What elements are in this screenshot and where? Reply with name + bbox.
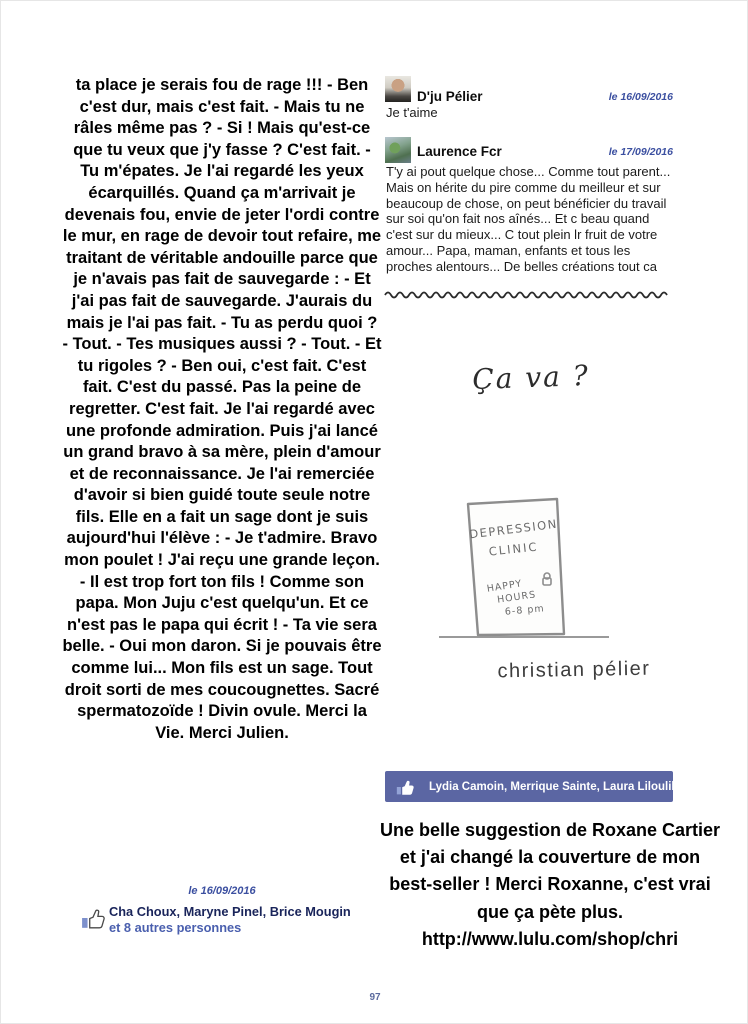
sign-text-hours-range: 6-8 pm bbox=[504, 603, 546, 618]
thumbs-up-icon bbox=[81, 906, 105, 930]
story-likes-text bbox=[109, 904, 357, 936]
comment-author: D'ju Pélier bbox=[417, 89, 483, 104]
story-text: ta place je serais fou de rage !!! - Ben c'est dur, mais c'est fait. - Mais tu ne râles même pas ? - Si ! Mais qu'est-ce que tu veux que j'y fasse ? C'est fait. - Tu m'épates. Je l'ai regardé les yeux écarquillés. Quand ça m'arrivait je devenais fou, envie de jeter l'ordi contre le mur, en rage de devoir tout refaire, me traitant de véritable andouille parce que je n'avais pas fait de sauvegarde : - Et j'ai pas fait de sauvegarde. J'aurais du mais je l'ai pas fait. - Tu as perdu quoi ? - Tout. - Tes musiques aussi ? - Tout. - Et tu rigoles ? - Ben oui, c'est fait. C'est fait. C'est du passé. Pas la peine de regretter. C'est fait. Je l'ai regardé avec une profonde admiration. Puis j'ai lancé un grand bravo à sa mère, plein d'amour et de reconnaissance. Je l'ai remerciée d'avoir si bien guidé toute seule notre fils. Elle en a fait un sage dont je suis aujourd'hui l'élève : - Je t'admire. Bravo mon poulet ! J'ai reçu une grande leçon. - Il est trop fort ton fils ! Comme son papa. Mon Juju c'est quelqu'un. Et ce n'est pas le papa qui écrit ! - Ta vie sera belle. - Oui mon daron. Si je pouvais être comme lui... Mon fils est un sage. Tout droit sorti de mes coucougnettes. Sacré spermatozoïde ! Divin ovule. Merci la Vie. Merci Julien. bbox=[62, 76, 382, 742]
avatar-laurence-fcr bbox=[385, 137, 411, 163]
depression-clinic-drawing bbox=[437, 493, 657, 651]
squiggle-divider bbox=[383, 289, 675, 301]
comment-author: Laurence Fcr bbox=[417, 144, 502, 159]
likes-bar bbox=[385, 771, 681, 802]
story-likes-more: et 8 autres personnes bbox=[109, 920, 242, 935]
sign-text-depression: DEPRESSION bbox=[468, 516, 559, 542]
handwritten-caption: Ça va ? bbox=[471, 358, 591, 397]
artist-signature: christian pélier bbox=[497, 657, 651, 683]
page-number: 97 bbox=[369, 992, 381, 1003]
comment-text: T'y ai pout quelque chose... Comme tout parent... Mais on hérite du pire comme du meilleur et sur beaucoup de chose, on peut bénéficier du travail sur soi qu'on fait nos aînés... Et c beau quand c'est sur du mieux... C tout plein lr fruit de votre amour... Papa, maman, enfants et tous les proches alentours... De belles créations tout ca bbox=[386, 164, 671, 274]
avatar-dju-pelier bbox=[385, 76, 411, 102]
comment-date: le 16/09/2016 bbox=[608, 91, 673, 103]
story-date: le 16/09/2016 bbox=[188, 885, 256, 897]
comment-text: Je t'aime bbox=[386, 105, 438, 120]
sign-text-hours: HOURS bbox=[496, 589, 537, 606]
sign-text-clinic: CLINIC bbox=[488, 539, 540, 559]
story-likes-names: Cha Choux, Maryne Pinel, Brice Mougin bbox=[109, 904, 351, 919]
suggestion-text: Une belle suggestion de Roxane Cartier et j'ai changé la couverture de mon best-seller ! Merci Roxanne, c'est vrai que ça pète plus. http://www.lulu.com/shop/chri bbox=[379, 820, 721, 949]
sign-text-happy: HAPPY bbox=[486, 578, 524, 595]
likes-bar-names: Lydia Camoin, Merrique Sainte, Laura Liloulila bbox=[429, 780, 681, 793]
comment-date: le 17/09/2016 bbox=[608, 146, 673, 158]
thumbs-up-icon bbox=[396, 778, 414, 796]
